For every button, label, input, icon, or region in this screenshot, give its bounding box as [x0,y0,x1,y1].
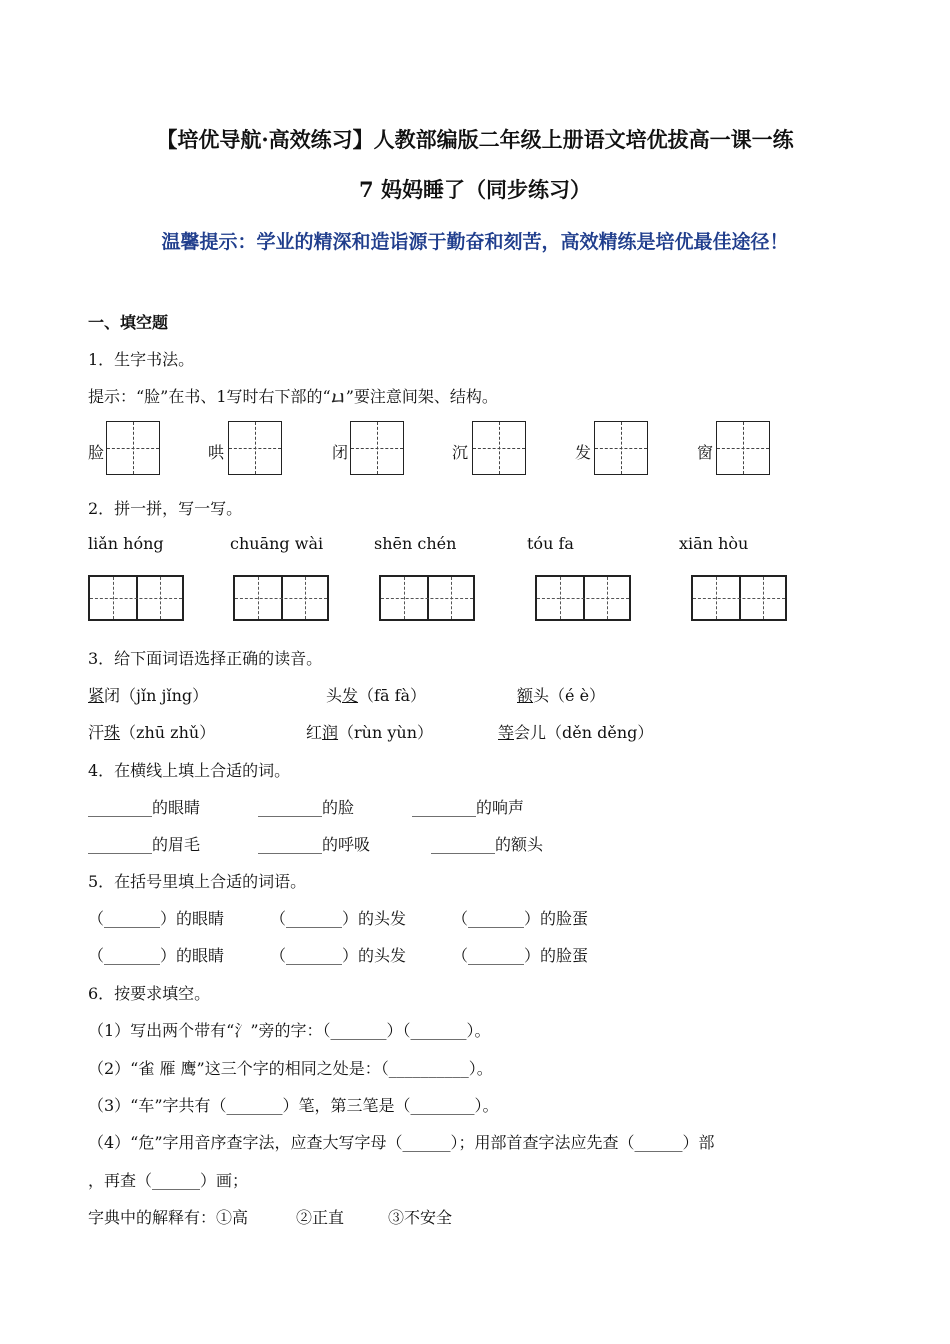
section-heading: 一、填空题 [88,313,169,332]
dict-item: ①高 [216,1208,249,1227]
char-label: 闭 [332,443,349,462]
pronunciation-item: 等会儿（děn děng） [498,723,654,742]
char-label: 哄 [208,443,225,462]
question-4-title: 4．在横线上填上合适的词。 [88,761,291,780]
char-label: 发 [575,443,592,462]
word-writing-box[interactable] [88,575,184,621]
fill-bracket-item[interactable]: （_______）的眼睛 [88,909,225,928]
document-title: 【培优导航·高效练习】人教部编版二年级上册语文培优拔高一课一练 [156,127,794,152]
fill-blank-item[interactable]: ________的呼吸 [258,835,371,854]
question-5-title: 5．在括号里填上合适的词语。 [88,872,307,891]
pronunciation-item: 头发（fā fà） [326,686,427,705]
question-6-title: 6．按要求填空。 [88,984,211,1003]
dictionary-meanings [88,1205,452,1228]
fill-blank-item[interactable]: ________的响声 [412,798,525,817]
pinyin-label: shēn chén [374,534,457,553]
dict-item: ③不安全 [388,1208,453,1227]
pronunciation-item: 额头（é è） [517,686,606,705]
warm-tip: 温馨提示：学业的精深和造诣源于勤奋和刻苦，高效精练是培优最佳途径！ [161,231,789,253]
char-label: 沉 [452,443,469,462]
fill-blank-item[interactable]: ________的眉毛 [88,835,201,854]
fill-bracket-item[interactable]: （_______）的眼睛 [88,946,225,965]
question-6-line[interactable]: ，再查（______）画； [88,1171,249,1190]
writing-grid[interactable] [472,421,526,475]
question-6-line[interactable]: （2）“雀 雁 鹰”这三个字的相同之处是：（__________）。 [88,1059,493,1078]
writing-grid[interactable] [106,421,160,475]
fill-bracket-item[interactable]: （_______）的头发 [270,909,407,928]
fill-bracket-item[interactable]: （_______）的脸蛋 [452,909,589,928]
question-2-title: 2．拼一拼，写一写。 [88,499,243,518]
lesson-title: 7 妈妈睡了（同步练习） [359,177,591,202]
question-1-hint [88,384,498,407]
question-6-line[interactable]: （1）写出两个带有“氵”旁的字：（_______）（_______）。 [88,1021,491,1040]
writing-grid[interactable] [350,421,404,475]
fill-blank-item[interactable]: ________的额头 [431,835,544,854]
dict-item: ②正直 [296,1208,345,1227]
word-writing-box[interactable] [535,575,631,621]
word-writing-box[interactable] [233,575,329,621]
pinyin-label: liǎn hóng [88,534,164,553]
question-3-title: 3．给下面词语选择正确的读音。 [88,649,323,668]
question-6-line[interactable]: （3）“车”字共有（_______）笔，第三笔是（________）。 [88,1096,499,1115]
hint-prefix: 提示：“脸”在书、1写时右下部的“ [88,387,331,406]
pronunciation-item: 汗珠（zhū zhǔ） [88,723,216,742]
pinyin-label: tóu fa [527,534,574,553]
char-label: 窗 [697,443,714,462]
fill-bracket-item[interactable]: （_______）的头发 [270,946,407,965]
word-writing-box[interactable] [379,575,475,621]
radical-glyph: ㄩ [328,388,349,406]
dict-label: 字典中的解释有： [88,1208,217,1227]
pinyin-label: chuāng wài [230,534,324,553]
writing-grid[interactable] [228,421,282,475]
writing-grid[interactable] [716,421,770,475]
question-6-line[interactable]: （4）“危”字用音序查字法，应查大写字母（______）；用部首查字法应先查（______）部 [88,1133,715,1152]
writing-grid[interactable] [594,421,648,475]
question-1-title: 1．生字书法。 [88,350,195,369]
pronunciation-item: 紧闭（jǐn jǐng） [88,686,209,705]
char-label: 脸 [88,443,105,462]
fill-blank-item[interactable]: ________的眼睛 [88,798,201,817]
fill-bracket-item[interactable]: （_______）的脸蛋 [452,946,589,965]
hint-suffix: ”要注意间架、结构。 [345,387,498,406]
fill-blank-item[interactable]: ________的脸 [258,798,355,817]
word-writing-box[interactable] [691,575,787,621]
pronunciation-item: 红润（rùn yùn） [306,723,434,742]
pinyin-label: xiān hòu [679,534,749,553]
